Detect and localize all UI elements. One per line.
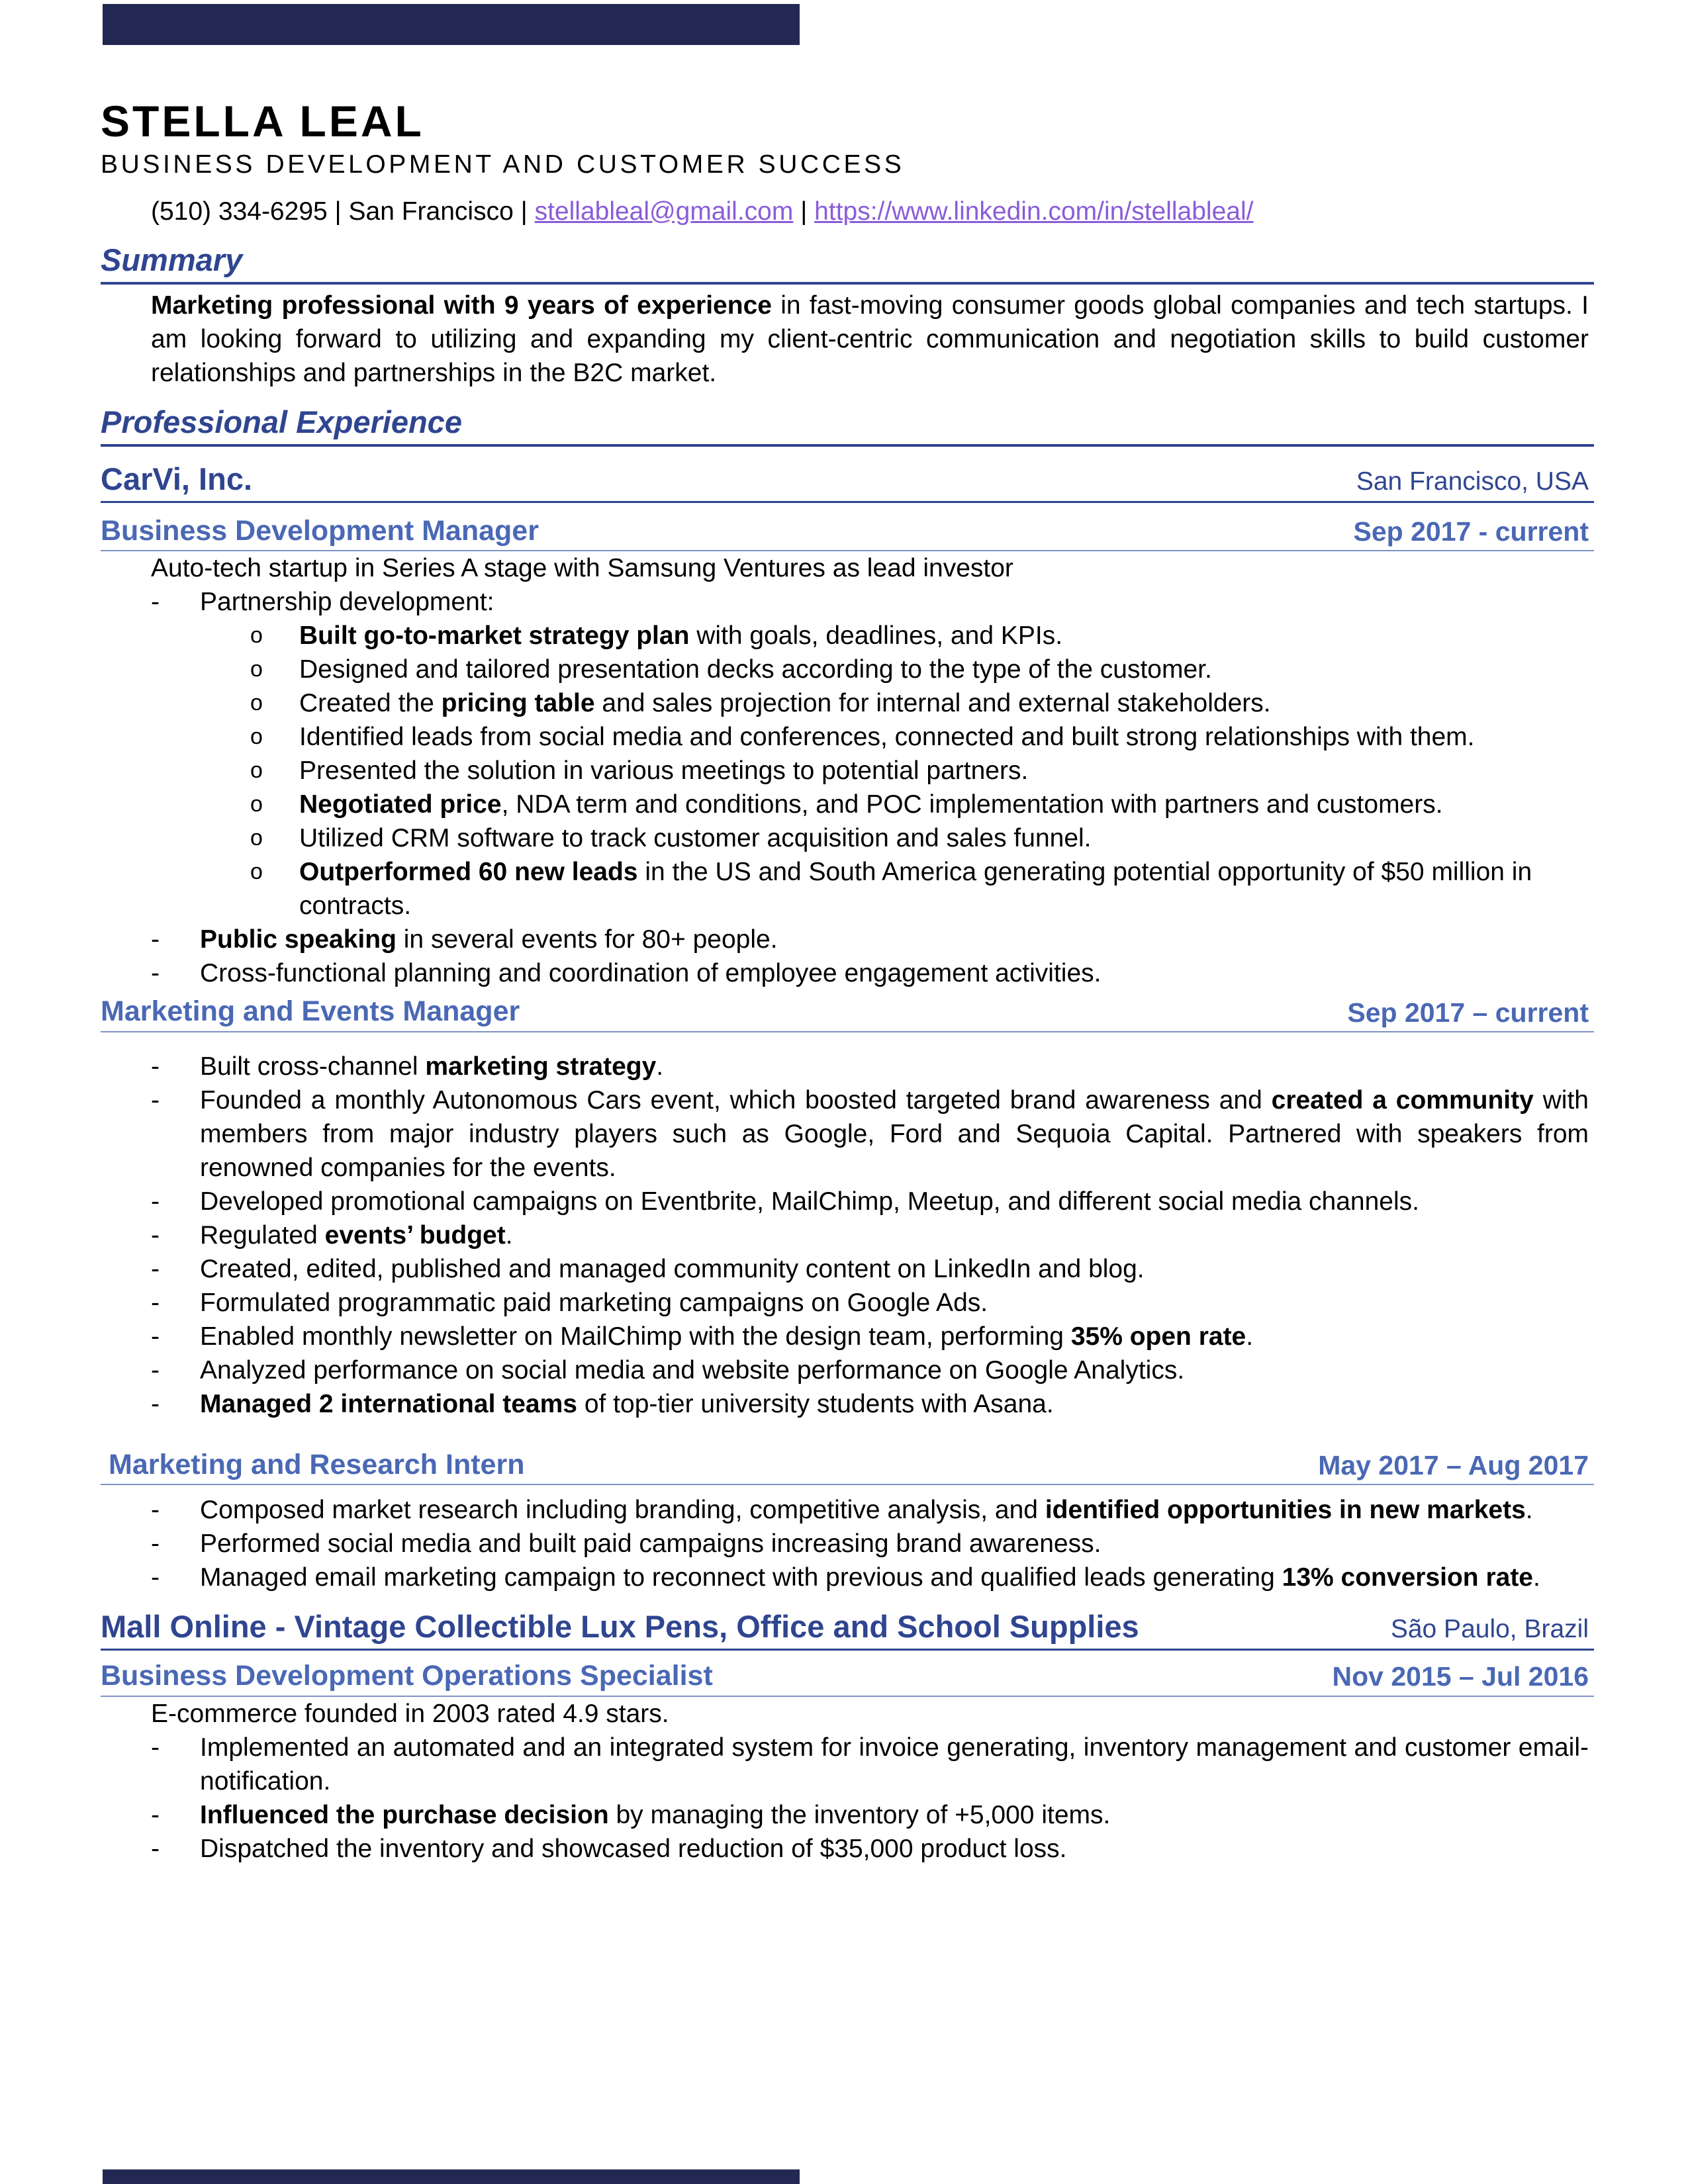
bdm-list-cont [101,923,1594,990]
role-bdm [101,515,1594,551]
role-bdos [101,1660,1594,1696]
summary-bold: Marketing professional with 9 years of experience [151,291,772,320]
role-date: Sep 2017 – current [1347,997,1589,1028]
list-item: - Performed social media and built paid campaigns increasing brand awareness. [151,1529,1102,1559]
company-mall-online [101,1609,1594,1651]
list-item: o Built go-to-market strategy plan with goals, deadlines, and KPIs. [250,621,1063,651]
list-item: - Enabled monthly newsletter on MailChimp with the design team, performing 35% open rate. [151,1322,1254,1351]
list-item: - Formulated programmatic paid marketing campaigns on Google Ads. [151,1288,988,1317]
role-title: Business Development Operations Specialist [101,1660,713,1692]
list-item: o Negotiated price, NDA term and conditions, and POC implementation with partners and customers. [250,790,1443,819]
role-intro: Auto-tech startup in Series A stage with Samsung Ventures as lead investor [151,554,1013,583]
company-location: San Francisco, USA [1356,467,1589,496]
list-item: o Outperformed 60 new leads in the US and South America generating potential opportunity of $50 million in contracts. [250,858,1532,921]
summary-heading: Summary [101,242,1594,285]
role-date: May 2017 – Aug 2017 [1318,1450,1589,1480]
list-item: o Utilized CRM software to track customer acquisition and sales funnel. [250,824,1092,853]
contact-separator: | [800,197,808,226]
intern-list [101,1493,1594,1594]
role-title: Business Development Manager [101,514,539,547]
email-link[interactable]: stellableal@gmail.com [534,197,794,226]
list-item: - Developed promotional campaigns on Eventbrite, MailChimp, Meetup, and different social media channels. [151,1187,1419,1216]
company-location: São Paulo, Brazil [1390,1615,1589,1644]
list-item: o Presented the solution in various meetings to potential partners. [250,756,1029,786]
list-item: - Public speaking in several events for 80+ people. [151,925,778,954]
linkedin-link[interactable]: https://www.linkedin.com/in/stellableal/ [814,197,1254,226]
experience-heading: Professional Experience [101,404,1594,447]
company-name: Mall Online - Vintage Collectible Lux Pens, Office and School Supplies [101,1609,1139,1645]
company-name: CarVi, Inc. [101,461,253,496]
role-title: Marketing and Events Manager [101,995,520,1028]
role-date: Nov 2015 – Jul 2016 [1332,1661,1589,1692]
list-item: - Cross-functional planning and coordination of employee engagement activities. [151,959,1102,988]
top-decorative-bar [103,4,800,45]
phone-location: (510) 334-6295 | San Francisco | [151,197,528,226]
role-date: Sep 2017 - current [1353,516,1589,547]
resume-page [101,99,1594,1866]
candidate-subtitle: BUSINESS DEVELOPMENT AND CUSTOMER SUCCESS [101,150,905,179]
list-item: - Partnership development: [151,588,494,617]
list-item: o Created the pricing table and sales projection for internal and external stakeholders. [250,689,1271,718]
partnership-sublist [101,619,1594,923]
company-carvi [101,461,1594,503]
bdos-list [101,1731,1594,1866]
summary-rest: in fast-moving consumer goods global companies and tech startups. I am looking forward to utilizing and expanding my client-centric communication and negotiation skills to build customer relationships and partnerships in the B2C market. [151,291,1589,387]
role-intern [101,1449,1594,1485]
contact-line [151,197,1594,228]
list-item: o Designed and tailored presentation decks according to the type of the customer. [250,655,1212,684]
list-item: - Founded a monthly Autonomous Cars event, which boosted targeted brand awareness and created a community with members from major industry players such as Google, Ford and Sequoia Capital. Partnered with speakers from renowned companies for the events. [151,1085,1589,1182]
list-item: - Analyzed performance on social media and website performance on Google Analytics. [151,1355,1185,1385]
role-marketing-events [101,995,1594,1032]
candidate-name: STELLA LEAL [101,97,424,146]
list-item: - Created, edited, published and managed community content on LinkedIn and blog. [151,1254,1145,1283]
list-item: - Managed 2 international teams of top-tier university students with Asana. [151,1389,1054,1418]
list-item: - Built cross-channel marketing strategy. [151,1052,664,1081]
marketing-events-list [101,1050,1594,1421]
list-item: - Composed market research including branding, competitive analysis, and identified opportunities in new markets. [151,1496,1533,1525]
bdm-list [101,585,1594,619]
list-item: - Dispatched the inventory and showcased reduction of $35,000 product loss. [151,1834,1067,1863]
list-item: - Regulated events’ budget. [151,1220,513,1250]
list-item: - Managed email marketing campaign to reconnect with previous and qualified leads generating 13% conversion rate. [151,1563,1540,1592]
list-item: o Identified leads from social media and conferences, connected and built strong relationships with them. [250,723,1475,752]
list-item: - Implemented an automated and an integrated system for invoice generating, inventory management and customer email-notification. [151,1733,1589,1796]
bottom-decorative-bar [103,2169,800,2184]
role-intro: E-commerce founded in 2003 rated 4.9 stars. [151,1699,669,1728]
role-title: Marketing and Research Intern [109,1448,525,1480]
summary-text [151,289,1594,390]
list-item: - Influenced the purchase decision by managing the inventory of +5,000 items. [151,1800,1111,1829]
